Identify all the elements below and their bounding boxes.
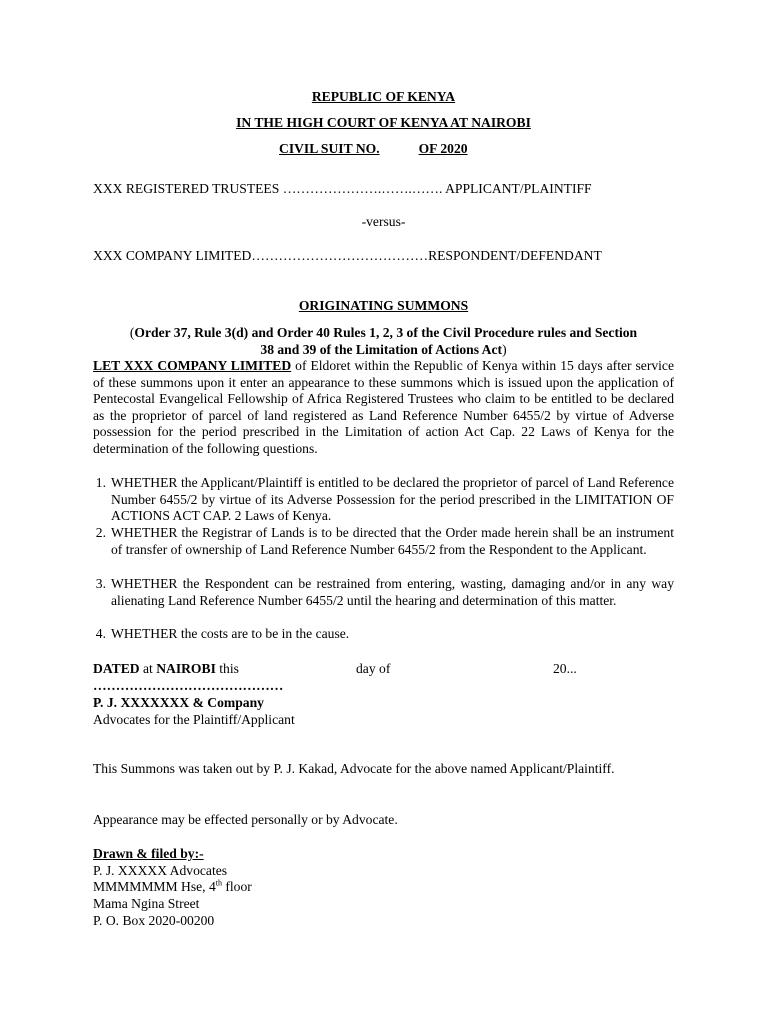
respondent-line: XXX COMPANY LIMITED…………………………………RESPONDENT/DEFENDANT <box>93 248 602 263</box>
building-name: MMMMMMM Hse, 4 <box>93 879 216 894</box>
civil-suit-no: CIVIL SUIT NO. <box>279 141 380 156</box>
summons-title: ORIGINATING SUMMONS <box>298 298 469 313</box>
civil-suit-year: OF 2020 <box>418 141 468 156</box>
dated-at: at <box>139 661 157 676</box>
dated-word: DATED <box>93 661 140 676</box>
republic-heading: REPUBLIC OF KENYA <box>311 89 456 104</box>
question-text: WHETHER the Respondent can be restrained from entering, wasting, damaging and/or in any way alienating Land Reference Number 6455/2 until the hearing and determination of this matter. <box>111 576 674 608</box>
question-item <box>93 475 674 525</box>
question-text: WHETHER the costs are to be in the cause. <box>111 626 350 641</box>
question-item <box>93 576 674 609</box>
drawn-street: Mama Ngina Street <box>93 896 200 911</box>
question-number: 3. <box>95 576 106 591</box>
drawn-firm: P. J. XXXXX Advocates <box>93 863 228 878</box>
subtitle-text-1: Order 37, Rule 3(d) and Order 40 Rules 1, 2, 3 of the Civil Procedure rules and Section <box>134 325 638 340</box>
firm-role: Advocates for the Plaintiff/Applicant <box>93 712 295 727</box>
summons-subtitle-line1 <box>93 324 674 341</box>
subtitle-close-paren: ) <box>502 342 507 357</box>
court-heading-text: IN THE HIGH COURT OF KENYA AT NAIROBI <box>236 115 531 130</box>
dated-year: 20... <box>553 661 577 676</box>
dated-place: NAIROBI <box>156 661 216 676</box>
floor-word: floor <box>221 879 252 894</box>
dated-this: this <box>215 661 239 676</box>
civil-suit-heading <box>279 140 468 157</box>
floor-suffix: th <box>215 878 222 888</box>
versus-line: -versus- <box>361 214 406 229</box>
question-text: WHETHER the Applicant/Plaintiff is entitled to be declared the proprietor of parcel of Land Reference Number 6455/2 by virtue of its Adverse Possession for the period prescribed in the LIMITATION OF ACTIONS ACT CAP. 2 Laws of Kenya. <box>111 475 674 524</box>
question-text: WHETHER the Registrar of Lands is to be directed that the Order made herein shall be an instrument of transfer of ownership of Land Reference Number 6455/2 from the Respondent to the Applicant. <box>111 525 674 557</box>
drawn-po-box: P. O. Box 2020-00200 <box>93 913 215 928</box>
applicant-line: XXX REGISTERED TRUSTEES ………………….…….……. APPLICANT/PLAINTIFF <box>93 181 592 196</box>
summons-body-text: of Eldoret within the Republic of Kenya within 15 days after service of these summons upon it enter an appearance to these summons which is issued upon the application of Pentecostal Evangelical Fellowship of Africa Registered Trustees who claim to be entitled to be declared as the proprietor of parcel of land registered as Land Reference Number 6455/2 by virtue of Adverse possession for the period prescribed in the Limitation of action Act Cap. 22 Laws of Kenya for the determination of the following questions. <box>93 358 674 456</box>
firm-name: P. J. XXXXXXX & Company <box>93 695 264 710</box>
dated-day-of: day of <box>356 661 391 676</box>
question-item <box>93 525 674 558</box>
dated-line <box>93 660 239 677</box>
summons-subtitle-line2 <box>93 341 674 358</box>
court-heading <box>93 114 674 131</box>
let-company: LET XXX COMPANY LIMITED <box>93 358 292 373</box>
question-number: 2. <box>95 525 106 540</box>
taken-out-note: This Summons was taken out by P. J. Kakad, Advocate for the above named Applicant/Plaintiff. <box>93 761 615 776</box>
subtitle-open-paren: ( <box>129 325 135 340</box>
question-item <box>93 626 674 643</box>
summons-body <box>93 358 674 458</box>
question-number: 4. <box>95 626 106 641</box>
appearance-note: Appearance may be effected personally or by Advocate. <box>93 812 398 827</box>
drawn-building <box>93 878 252 895</box>
question-number: 1. <box>95 475 106 490</box>
subtitle-text-2: 38 and 39 of the Limitation of Actions Act <box>260 342 503 357</box>
drawn-heading: Drawn & filed by:- <box>93 846 204 861</box>
signature-dots: …………………………………… <box>93 678 284 693</box>
